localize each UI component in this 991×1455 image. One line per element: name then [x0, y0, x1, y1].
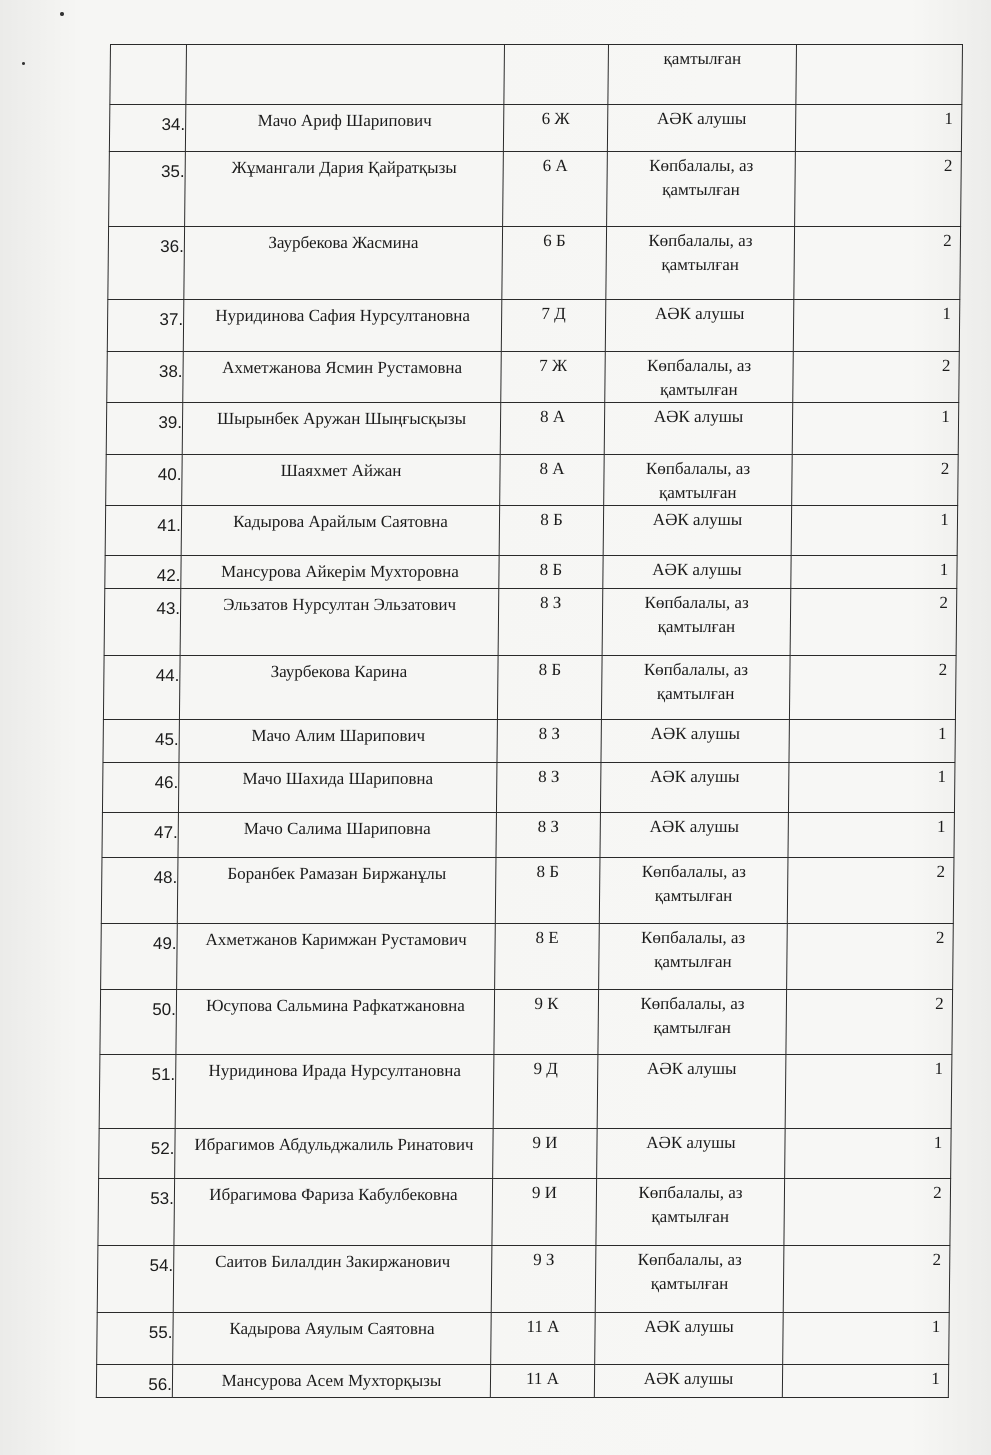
status: АӘК алушы — [653, 407, 744, 426]
count: 1 — [931, 1369, 940, 1388]
row-number: 42. — [156, 566, 181, 585]
status-cell — [597, 1055, 786, 1129]
student-name: Мансурова Асем Мухторқызы — [221, 1371, 442, 1390]
count-cell — [787, 858, 954, 924]
count-cell — [793, 300, 960, 352]
table-row — [107, 352, 960, 403]
status-cell — [607, 152, 796, 227]
count-cell — [788, 763, 955, 813]
count-cell — [785, 1129, 952, 1179]
grade: 7 Ж — [539, 356, 568, 375]
table-row — [106, 455, 959, 506]
status-cell — [604, 403, 793, 455]
student-name: Ибрагимов Абдульджалиль Ринатович — [194, 1135, 474, 1154]
row-number: 52. — [150, 1139, 175, 1158]
grade: 11 А — [525, 1369, 560, 1388]
count: 1 — [944, 109, 954, 128]
grade-cell — [496, 813, 600, 858]
grade: 9 З — [533, 1250, 555, 1269]
grade: 11 А — [526, 1317, 560, 1336]
status: АӘК алушы — [652, 560, 742, 579]
count-cell — [789, 656, 956, 720]
status-cell — [603, 506, 792, 556]
grade: 8 Б — [539, 560, 563, 579]
count-cell — [788, 813, 954, 858]
table-row — [101, 924, 954, 990]
status: Көпбалалы, аз қамтылған — [637, 1250, 742, 1293]
table-row — [103, 720, 955, 763]
row-number-cell — [105, 556, 181, 589]
student-name-cell — [182, 455, 501, 506]
status-cell — [598, 990, 787, 1055]
count-cell — [789, 720, 955, 763]
status: АӘК алушы — [654, 304, 745, 323]
student-name: Заурбекова Жасмина — [268, 233, 419, 252]
student-name-cell — [181, 556, 499, 589]
grade: 8 Е — [535, 928, 559, 947]
row-number: 56. — [148, 1375, 173, 1394]
count-cell — [795, 105, 961, 152]
grade-cell — [495, 858, 600, 924]
row-number: 46. — [154, 773, 179, 792]
count: 1 — [942, 304, 952, 323]
row-number: 39. — [158, 413, 183, 432]
row-number-cell — [107, 352, 184, 403]
grade-cell — [504, 45, 609, 105]
student-name: Жұмангали Дария Қайратқызы — [231, 158, 457, 177]
student-name-cell — [179, 656, 498, 720]
row-number-cell — [107, 300, 184, 352]
count: 1 — [937, 724, 947, 743]
row-number: 51. — [151, 1065, 176, 1084]
student-name-cell — [174, 1179, 493, 1246]
student-name: Нуридинова Ирада Нурсултановна — [208, 1061, 462, 1080]
status-cell — [605, 352, 794, 403]
count-cell — [794, 227, 961, 300]
count-cell — [793, 352, 960, 403]
status-cell — [600, 813, 788, 858]
row-number-cell — [101, 924, 178, 990]
row-number-cell — [101, 858, 178, 924]
count-cell — [784, 1179, 951, 1246]
status: АӘК алушы — [652, 510, 743, 529]
student-name: Мансурова Айкерім Мухторовна — [220, 562, 459, 581]
row-number-cell — [96, 1365, 172, 1398]
count: 2 — [932, 1250, 942, 1269]
student-name: Заурбекова Карина — [270, 662, 408, 681]
status-cell — [595, 1313, 784, 1365]
table-row-continued — [110, 45, 963, 105]
student-name-cell — [181, 506, 500, 556]
scan-speck — [60, 12, 64, 16]
status-cell — [608, 45, 797, 105]
status-cell — [599, 858, 788, 924]
row-number-cell — [106, 455, 183, 506]
count-cell — [783, 1246, 950, 1313]
grade-cell — [503, 105, 607, 152]
student-name-cell — [175, 1129, 494, 1179]
row-number-cell — [104, 589, 181, 656]
grade-cell — [491, 1313, 596, 1365]
count-cell — [791, 506, 958, 556]
status: қамтылған — [663, 49, 742, 68]
status: Көпбалалы, аз қамтылған — [640, 994, 745, 1037]
grade: 8 А — [539, 459, 565, 478]
student-name: Ибрагимова Фариза Кабулбековна — [209, 1185, 458, 1204]
row-number: 43. — [156, 599, 181, 618]
student-name-cell — [177, 858, 496, 924]
status: АӘК алушы — [650, 724, 741, 743]
count: 2 — [938, 660, 948, 679]
row-number: 45. — [154, 730, 179, 749]
table-row — [102, 813, 954, 858]
row-number-cell — [110, 45, 187, 105]
row-number: 40. — [157, 465, 182, 484]
status-cell — [595, 1246, 784, 1313]
status: Көпбалалы, аз қамтылған — [648, 231, 753, 274]
count-cell — [786, 990, 953, 1055]
count: 1 — [931, 1317, 941, 1336]
table-row — [98, 1179, 951, 1246]
student-name-cell — [186, 45, 505, 105]
student-name: Кадырова Арайлым Саятовна — [233, 512, 448, 531]
student-name: Юсупова Сальмина Рафкатжановна — [205, 996, 465, 1015]
grade: 9 К — [534, 994, 559, 1013]
row-number: 55. — [148, 1323, 173, 1342]
status: АӘК алушы — [656, 109, 747, 128]
student-name: Шаяхмет Айжан — [280, 461, 402, 480]
status-cell — [601, 720, 789, 763]
grade-cell — [494, 990, 599, 1055]
count-cell — [792, 403, 959, 455]
grade-cell — [497, 720, 601, 763]
status: АӘК алушы — [649, 817, 740, 836]
grade-cell — [501, 352, 606, 403]
grade-cell — [498, 589, 603, 656]
row-number-cell — [109, 105, 185, 152]
status-cell — [604, 455, 793, 506]
row-number-cell — [99, 1055, 176, 1129]
grade: 8 З — [538, 767, 560, 786]
grade-cell — [499, 556, 603, 589]
status: Көпбалалы, аз қамтылған — [638, 1183, 743, 1226]
grade: 8 З — [539, 593, 562, 612]
status: АӘК алушы — [646, 1133, 736, 1152]
count-cell — [791, 556, 957, 589]
count-cell — [795, 152, 962, 227]
student-name-cell — [184, 227, 503, 300]
count: 2 — [939, 593, 949, 612]
scan-speck — [22, 62, 25, 65]
table-row — [103, 656, 956, 720]
status: Көпбалалы, аз қамтылған — [644, 593, 749, 636]
grade: 6 Б — [543, 231, 566, 250]
count: 1 — [937, 767, 947, 786]
status-cell — [601, 656, 790, 720]
status: Көпбалалы, аз қамтылған — [641, 862, 746, 905]
row-number: 49. — [152, 934, 177, 953]
status-cell — [596, 1179, 785, 1246]
table-row — [99, 1055, 952, 1129]
student-name-cell — [173, 1313, 492, 1365]
count: 2 — [943, 156, 953, 175]
row-number: 53. — [150, 1189, 175, 1208]
student-name-cell — [175, 1055, 494, 1129]
row-number-cell — [102, 763, 179, 813]
status-cell — [599, 924, 788, 990]
status: АӘК алушы — [650, 767, 740, 786]
grade-cell — [503, 152, 608, 227]
student-name: Кадырова Аяулым Саятовна — [229, 1319, 435, 1338]
table-row — [99, 1129, 952, 1179]
count: 2 — [941, 356, 951, 375]
count: 1 — [939, 560, 949, 579]
grade: 9 Д — [533, 1059, 559, 1078]
status: АӘК алушы — [643, 1369, 734, 1388]
table-row — [105, 506, 958, 556]
student-name: Эльзатов Нурсултан Эльзатович — [223, 595, 457, 614]
table-row — [108, 227, 961, 300]
table-row — [106, 403, 959, 455]
status-cell — [605, 300, 794, 352]
row-number-cell — [109, 152, 186, 227]
grade: 8 Б — [540, 510, 563, 529]
row-number: 41. — [157, 516, 182, 535]
grade-cell — [502, 227, 607, 300]
student-name-cell — [178, 763, 497, 813]
student-name: Ахметжанов Каримжан Рустамович — [205, 930, 467, 949]
student-name-cell — [172, 1365, 490, 1398]
student-name: Ахметжанова Ясмин Рустамовна — [222, 358, 463, 377]
status: Көпбалалы, аз қамтылған — [649, 156, 754, 199]
count: 2 — [935, 928, 945, 947]
status-cell — [603, 556, 791, 589]
grade-cell — [495, 924, 600, 990]
status: Көпбалалы, аз қамтылған — [640, 928, 746, 971]
grade: 7 Д — [541, 304, 566, 323]
status-cell — [600, 763, 789, 813]
student-name-cell — [183, 300, 502, 352]
row-number: 37. — [159, 310, 184, 329]
count-cell — [792, 455, 959, 506]
student-name: Нуридинова Сафия Нурсултановна — [215, 306, 471, 325]
table-row — [102, 763, 955, 813]
count: 2 — [936, 862, 946, 881]
table-row — [97, 1246, 950, 1313]
student-name-cell — [173, 1246, 492, 1313]
student-name: Мачо Шахида Шариповна — [242, 769, 434, 788]
status-cell — [606, 227, 795, 300]
grade: 8 З — [537, 817, 560, 836]
table-row — [107, 300, 960, 352]
row-number: 54. — [149, 1256, 174, 1275]
count: 1 — [934, 1059, 944, 1078]
row-number-cell — [103, 720, 179, 763]
row-number: 48. — [153, 868, 178, 887]
row-number: 47. — [154, 823, 178, 842]
status: Көпбалалы, аз қамтылған — [646, 356, 752, 399]
row-number: 34. — [161, 115, 186, 134]
row-number: 38. — [158, 362, 183, 381]
row-number-cell — [100, 990, 177, 1055]
status: Көпбалалы, аз қамтылған — [643, 660, 749, 703]
grade-cell — [492, 1179, 597, 1246]
student-roster-table — [96, 44, 963, 1398]
count: 1 — [933, 1133, 943, 1152]
row-number-cell — [106, 403, 183, 455]
row-number-cell — [99, 1129, 176, 1179]
status-cell — [602, 589, 791, 656]
table-row — [105, 556, 957, 589]
student-name-cell — [176, 990, 495, 1055]
student-name: Мачо Ариф Шарипович — [257, 111, 432, 130]
grade-cell — [496, 763, 601, 813]
grade-cell — [500, 403, 605, 455]
student-name: Шырынбек Аружан Шыңғысқызы — [216, 409, 467, 428]
row-number-cell — [97, 1313, 174, 1365]
grade-cell — [490, 1365, 594, 1398]
student-name-cell — [180, 589, 499, 656]
student-name-cell — [179, 720, 497, 763]
student-name-cell — [185, 152, 504, 227]
grade: 9 И — [532, 1133, 558, 1152]
status: Көпбалалы, аз қамтылған — [645, 459, 751, 502]
row-number: 44. — [155, 666, 180, 685]
count: 2 — [943, 231, 952, 250]
row-number-cell — [105, 506, 182, 556]
count: 2 — [940, 459, 950, 478]
status-cell — [607, 105, 795, 152]
row-number-cell — [108, 227, 185, 300]
grade-cell — [493, 1129, 598, 1179]
count: 1 — [941, 407, 950, 426]
status: АӘК алушы — [646, 1059, 737, 1078]
row-number: 36. — [160, 237, 184, 256]
student-name: Боранбек Рамазан Биржанұлы — [227, 864, 447, 883]
student-name-cell — [185, 105, 503, 152]
table-row — [109, 152, 962, 227]
row-number-cell — [102, 813, 178, 858]
row-number-cell — [103, 656, 180, 720]
row-number: 50. — [152, 1000, 176, 1019]
table-row — [101, 858, 954, 924]
table-row — [97, 1313, 950, 1365]
grade-cell — [493, 1055, 598, 1129]
count: 2 — [935, 994, 944, 1013]
roster-body — [96, 45, 962, 1398]
student-name-cell — [177, 924, 496, 990]
table-row — [100, 990, 953, 1055]
status-cell — [597, 1129, 786, 1179]
grade-cell — [499, 506, 604, 556]
table-row — [104, 589, 957, 656]
student-name-cell — [178, 813, 496, 858]
count-cell — [785, 1055, 952, 1129]
student-name: Саитов Билалдин Закиржанович — [215, 1252, 451, 1271]
grade: 9 И — [531, 1183, 558, 1202]
count-cell — [787, 924, 954, 990]
count-cell — [796, 45, 963, 105]
table-row — [109, 105, 961, 152]
status-cell — [594, 1365, 782, 1398]
grade-cell — [491, 1246, 596, 1313]
grade-cell — [497, 656, 602, 720]
grade: 6 А — [542, 156, 568, 175]
count-cell — [782, 1365, 948, 1398]
row-number-cell — [97, 1246, 174, 1313]
count-cell — [783, 1313, 950, 1365]
student-name-cell — [183, 352, 502, 403]
count: 1 — [936, 817, 946, 836]
grade-cell — [501, 300, 606, 352]
student-name: Мачо Салима Шариповна — [243, 819, 431, 838]
status: АӘК алушы — [644, 1317, 734, 1336]
student-name: Мачо Алим Шарипович — [251, 726, 426, 745]
grade: 6 Ж — [541, 109, 570, 128]
row-number-cell — [98, 1179, 175, 1246]
count: 2 — [933, 1183, 942, 1202]
row-number: 35. — [160, 162, 185, 181]
grade: 8 А — [539, 407, 566, 426]
grade: 8 З — [538, 724, 561, 743]
grade: 8 Б — [538, 660, 562, 679]
count: 1 — [940, 510, 949, 529]
count-cell — [790, 589, 957, 656]
grade: 8 Б — [536, 862, 560, 881]
table-row — [96, 1365, 948, 1398]
grade-cell — [500, 455, 605, 506]
student-name-cell — [182, 403, 501, 455]
